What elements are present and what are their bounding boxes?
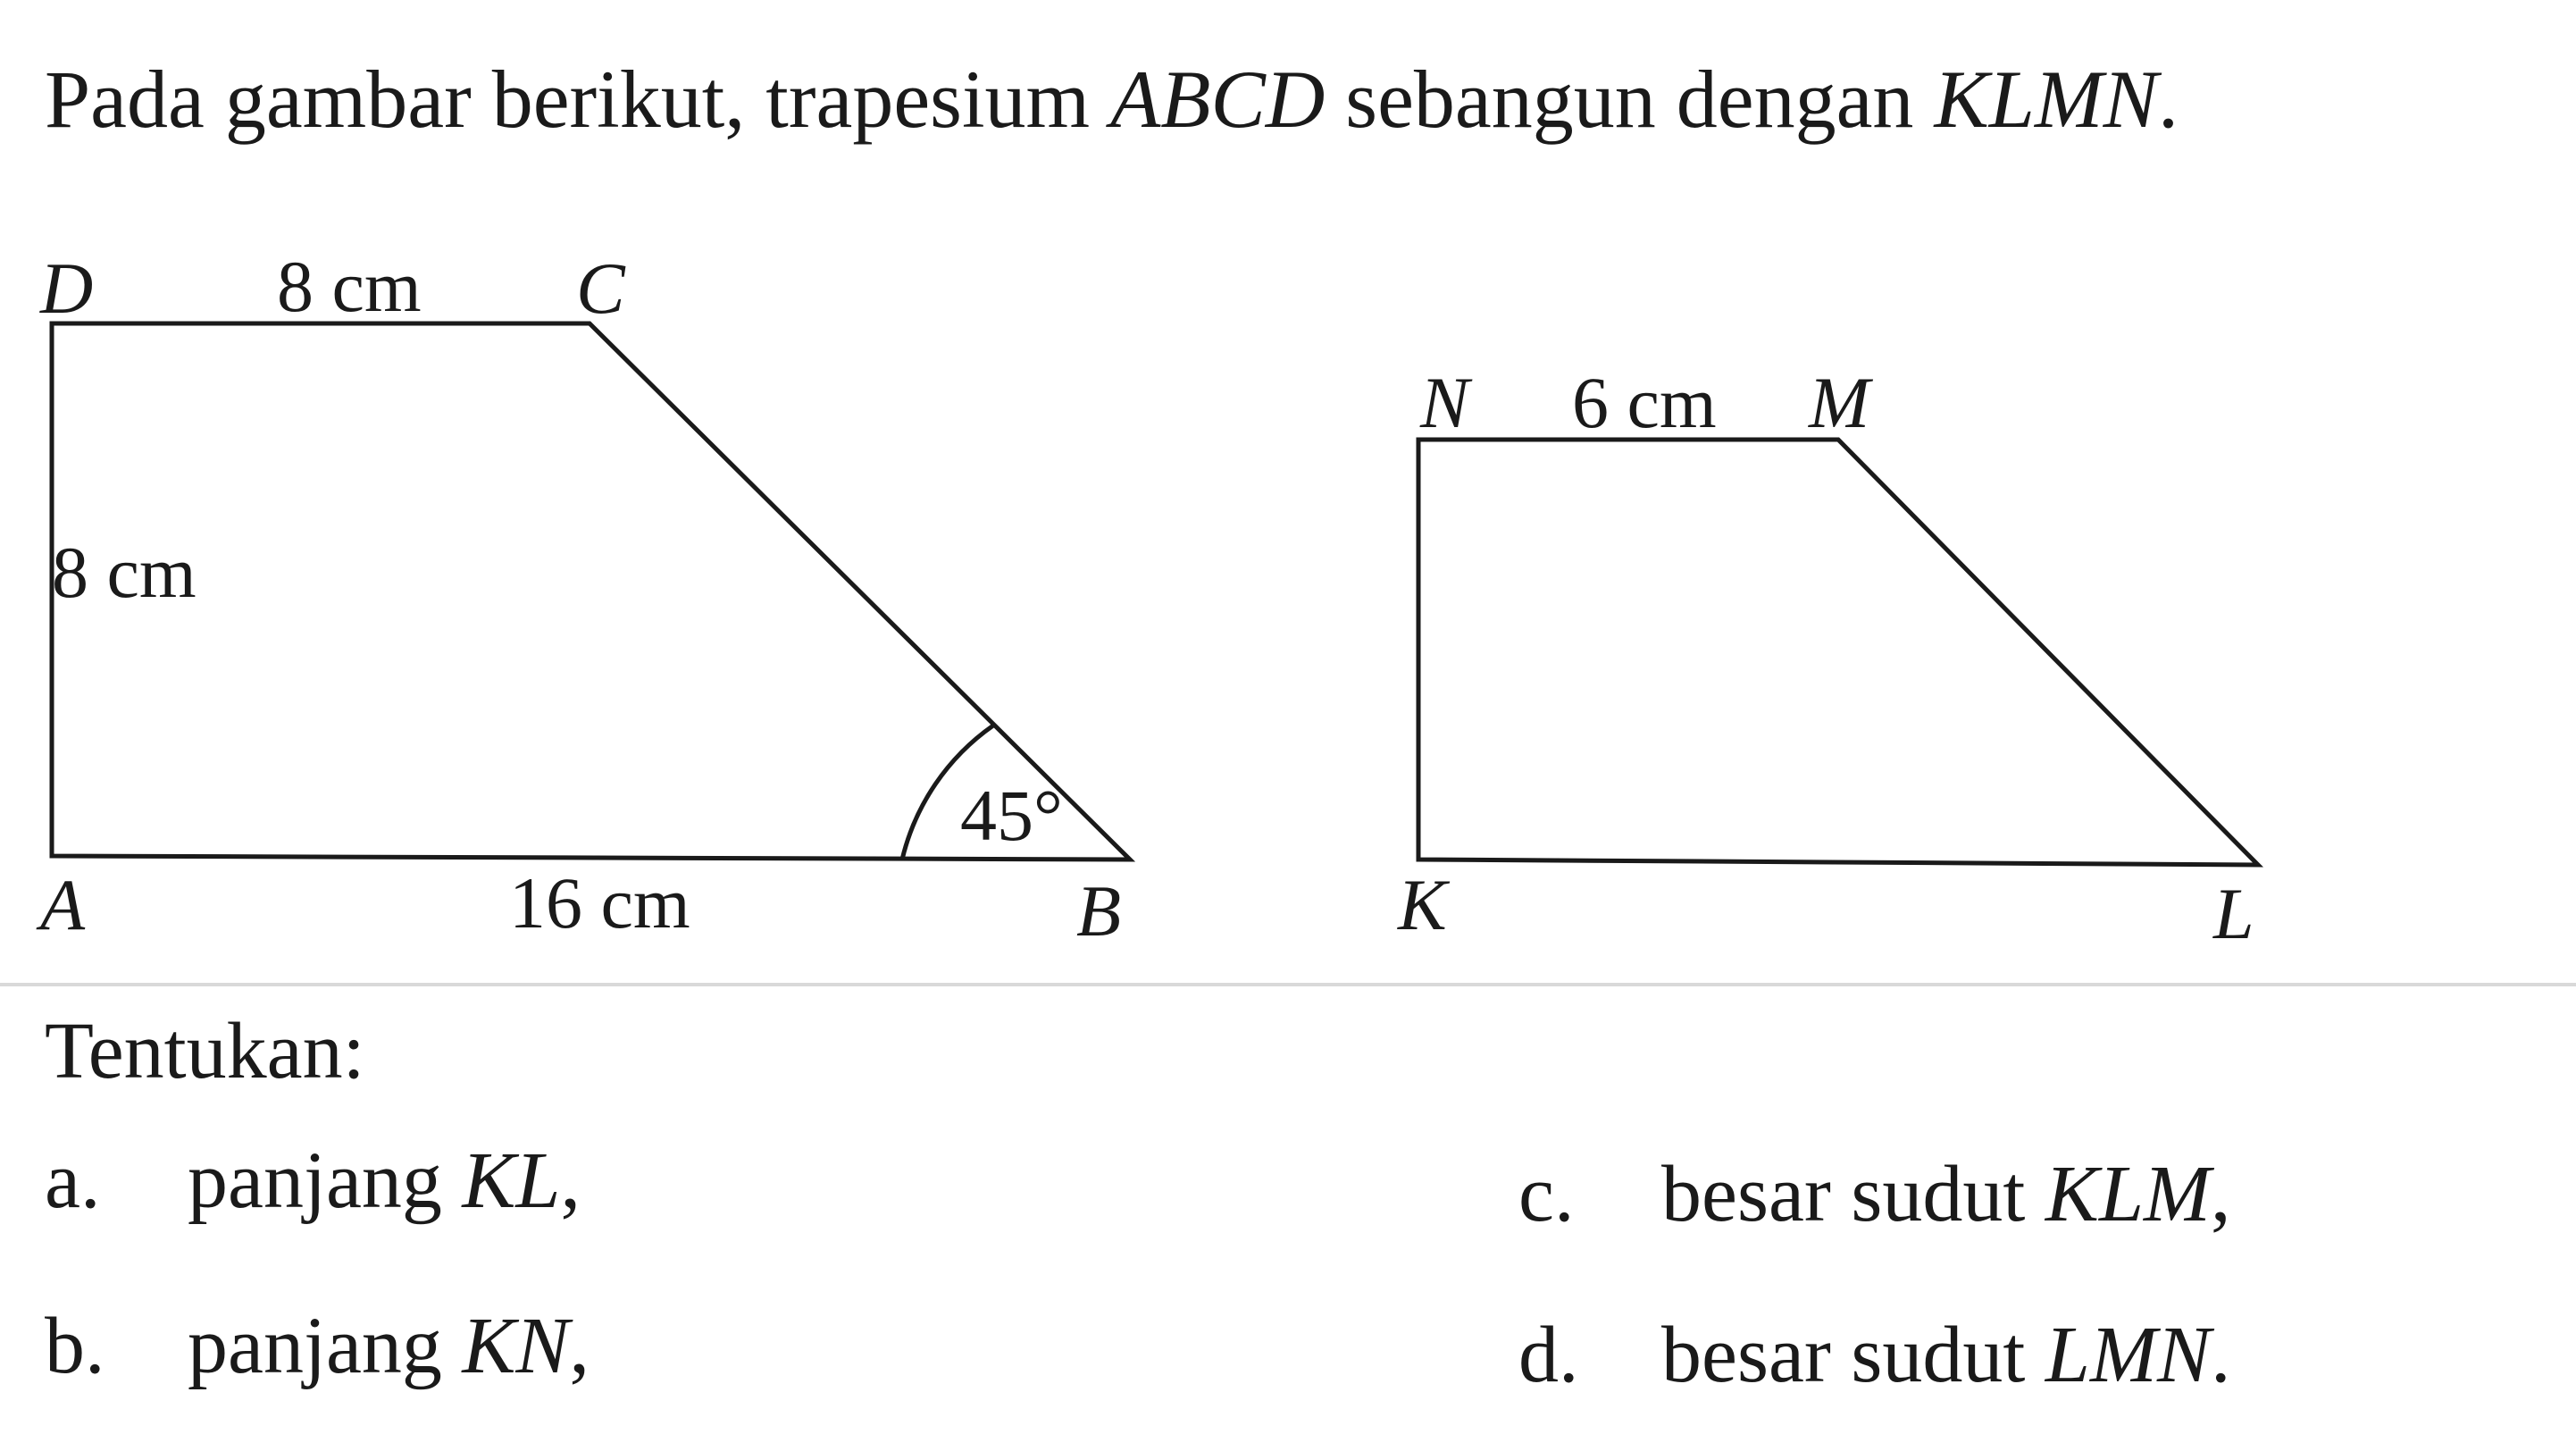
task-item-a	[45, 1135, 581, 1227]
task-item-c	[1518, 1148, 2230, 1240]
side-label-ab: 16 cm	[509, 862, 690, 944]
task-item-letter: d.	[1518, 1311, 1579, 1399]
intro-text-1: Pada gambar berikut, trapesium	[45, 54, 1111, 145]
intro-text-2: sebangun dengan	[1325, 54, 1935, 145]
vertex-label-d: D	[40, 247, 94, 329]
vertex-label-n: N	[1420, 362, 1469, 443]
task-item-variable: LMN	[2045, 1311, 2211, 1399]
vertex-label-a: A	[40, 864, 86, 945]
vertex-label-c: C	[576, 247, 625, 329]
task-item-variable: KN	[462, 1302, 570, 1390]
task-item-text: besar sudut	[1661, 1150, 2045, 1238]
trapezoid-klmn-outline	[1418, 440, 2258, 865]
task-item-variable: KLM	[2045, 1150, 2211, 1238]
side-label-dc: 8 cm	[277, 246, 422, 327]
task-item-punctuation: ,	[569, 1302, 590, 1390]
side-label-ad: 8 cm	[52, 532, 197, 613]
vertex-label-l: L	[2213, 873, 2254, 954]
task-item-text: panjang	[188, 1302, 463, 1390]
section-divider	[0, 983, 2576, 986]
task-item-letter: c.	[1518, 1150, 1575, 1238]
task-item-variable: KL	[462, 1136, 561, 1225]
task-item-text: besar sudut	[1661, 1311, 2045, 1399]
intro-text-3: .	[2157, 54, 2179, 145]
task-item-b	[45, 1300, 590, 1392]
angle-label-b: 45°	[960, 775, 1063, 856]
vertex-label-k: K	[1398, 864, 1447, 945]
task-item-punctuation: .	[2210, 1311, 2231, 1399]
side-label-nm: 6 cm	[1572, 362, 1717, 443]
task-item-letter: b.	[45, 1302, 105, 1390]
shape-name-klmn: KLMN	[1934, 54, 2158, 145]
task-item-punctuation: ,	[2210, 1150, 2231, 1238]
vertex-label-b: B	[1076, 870, 1122, 952]
task-item-text: panjang	[188, 1136, 463, 1225]
shape-name-abcd: ABCD	[1110, 54, 1326, 145]
task-item-d	[1518, 1309, 2230, 1401]
trapezoid-klmn	[1397, 362, 2258, 954]
vertex-label-m: M	[1809, 362, 1870, 443]
task-item-punctuation: ,	[560, 1136, 581, 1225]
task-item-letter: a.	[45, 1136, 101, 1225]
trapezoid-abcd	[36, 246, 1130, 952]
tasks-heading: Tentukan:	[45, 1007, 365, 1095]
